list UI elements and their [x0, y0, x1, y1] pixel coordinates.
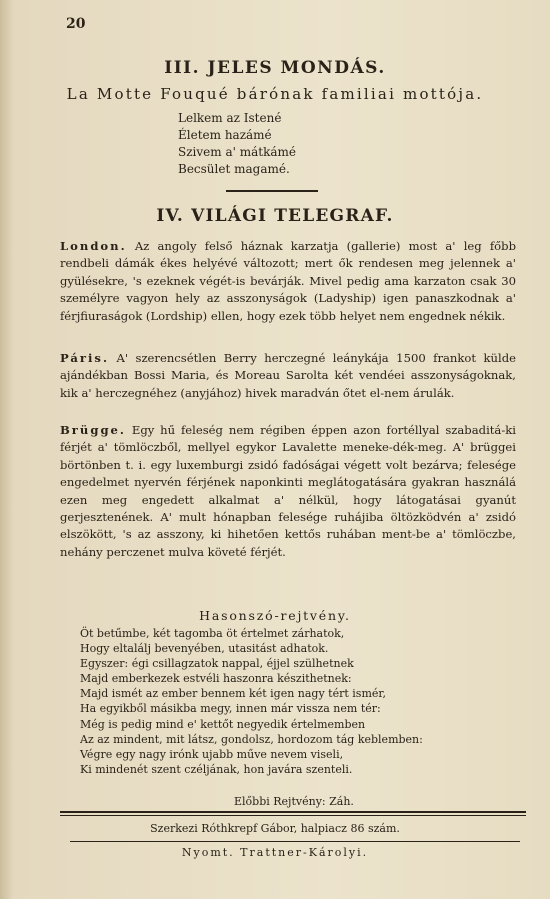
news-paragraph-paris — [60, 350, 516, 402]
riddle-line: Majd ismét az ember bennem két igen nagy tért ismér, — [80, 687, 386, 701]
previous-riddle-answer: Előbbi Rejtvény: Záh. — [234, 795, 354, 808]
riddle-line: Egyszer: égi csillagzatok nappal, éjjel szülhetnek — [80, 657, 354, 671]
riddle-line: Hogy eltalálj bevenyében, utasitást adhatok. — [80, 642, 329, 656]
riddle-line: Ha egyikből másikba megy, innen már vissza nem tér: — [80, 702, 381, 716]
riddle-line: Az az mindent, mit látsz, gondolsz, hordozom tág keblemben: — [80, 732, 423, 746]
motto-line: Életem hazámé — [178, 128, 272, 142]
motto-line: Szivem a' mátkámé — [178, 145, 296, 159]
riddle-line: Végre egy nagy irónk ujabb műve nevem viseli, — [80, 747, 344, 761]
news-lead: London. — [60, 239, 127, 253]
section4-heading: IV. VILÁGI TELEGRAF. — [156, 206, 394, 226]
riddle-line: Öt betűmbe, két tagomba öt értelmet zárhatok, — [80, 627, 345, 640]
divider-rule — [226, 190, 318, 192]
riddle-heading: Hasonszó-rejtvény. — [199, 608, 351, 623]
section3-heading: III. JELES MONDÁS. — [164, 58, 386, 78]
news-text: Egy hű feleség nem régiben éppen azon fortéllyal szabaditá-ki férjét a' tömlöczből, mellyel egykor Lavalette meneke-dék-meg. A' brüggei börtönben t. i. egy luxemburgi zsidó fadóságai végett volt bezárva; felesége engedelmet nyervén férjének naponkinti meglátogatására gyakran használá ezen meg engedett alkalmat a' nélkül, hogy látogatásai gyanút gerjesztenének. A' mult hónapban felesége ruhájiba öltözködvén a' zsidó elszökött, 's az asszony, ki hihetően kettős ruhában ment-be a' tömlöczbe, nehány perczenet mulva követé férjét. — [60, 423, 516, 559]
divider-rule — [70, 841, 520, 842]
section3-subtitle: La Motte Fouqué bárónak familiai mottója. — [66, 85, 484, 103]
riddle-line: Még is pedig mind e' kettőt negyedik értelmemben — [80, 717, 366, 731]
divider-rule — [60, 811, 526, 813]
news-text: Az angoly felső háznak karzatja (gallerie) most a' leg főbb rendbeli dámák ékes helyévé változott; mert ők rendesen meg jelennek a' gyülésekre, 's ezeknek végét-is bevárják. Mivel pedig ama karzaton csak 30 személyre vagyon hely az asszonyságok (Ladyship) igen panaszkodnak a' férjfiuraságok (Lordship) ellen, hogy ezek több helyet nem engednek nékik. — [60, 239, 516, 323]
news-paragraph-london — [60, 238, 516, 325]
printer-imprint: Nyomt. Trattner-Károlyi. — [181, 846, 369, 859]
riddle-line: Majd emberkezek estvéli haszonra készithetnek: — [80, 672, 352, 686]
news-text: A' szerencsétlen Berry herczegné leánykája 1500 frankot külde ajándékban Bossi Maria, és Moreau Sarolta két vendéei asszonyságoknak, kik a' herczegnéhez (anyjához) hivek maradván őtet el-nem árulák. — [60, 351, 516, 400]
riddle-lines — [80, 626, 423, 777]
page-number: 20 — [66, 16, 86, 32]
riddle-line: Ki mindenét szent czéljának, hon javára szenteli. — [80, 762, 353, 776]
divider-rule — [60, 815, 526, 816]
news-lead: Páris. — [60, 351, 109, 365]
motto-line: Becsület magamé. — [178, 162, 290, 176]
motto-lines — [178, 110, 296, 178]
editor-imprint: Szerkezi Róthkrepf Gábor, halpiacz 86 szám. — [150, 822, 400, 835]
news-paragraph-brugge — [60, 422, 516, 561]
motto-line: Lelkem az Istené — [178, 111, 282, 125]
news-lead: Brügge. — [60, 423, 126, 437]
